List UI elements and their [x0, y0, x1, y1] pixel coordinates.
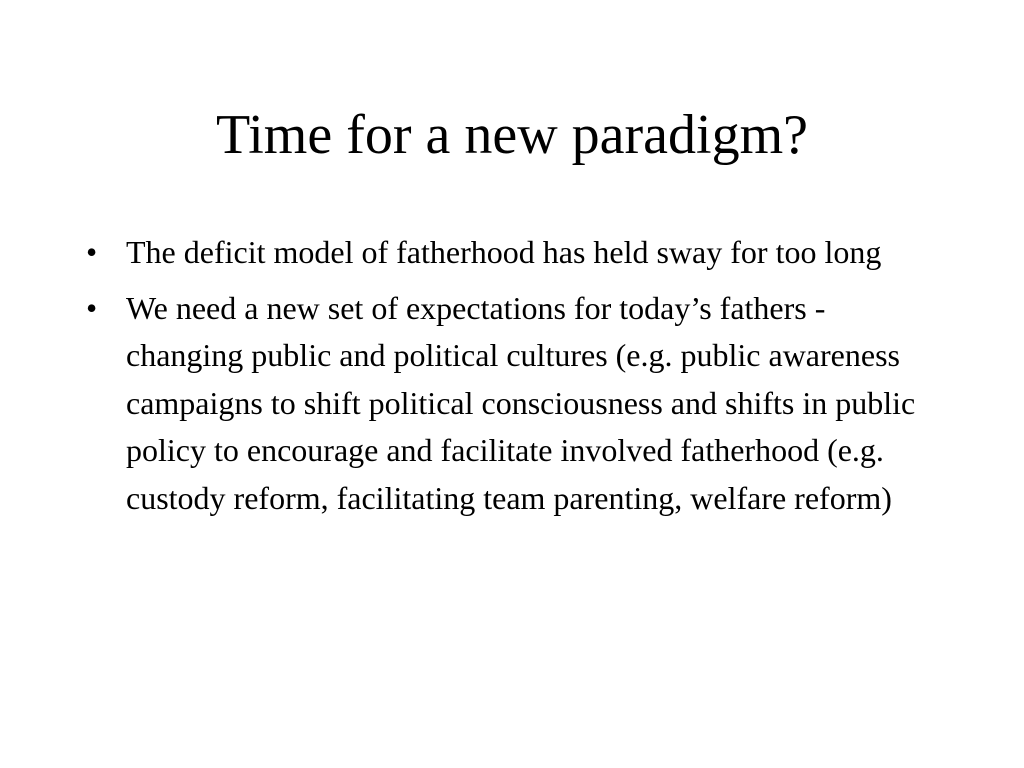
bullet-list	[86, 229, 946, 530]
bullet-marker: •	[86, 234, 98, 270]
bullet-item-new-expectations	[86, 285, 946, 523]
bullet-item-deficit-model	[86, 229, 946, 277]
bullet-text: We need a new set of expectations for today’s fathers - changing public and political cultures (e.g. public awareness campaigns to shift political consciousness and shifts in public policy to encourage and facilitate involved fatherhood (e.g. custody reform, facilitating team parenting, welfare reform)	[126, 289, 916, 516]
slide-title: Time for a new paradigm?	[216, 104, 808, 166]
bullet-text: The deficit model of fatherhood has held sway for too long	[126, 234, 882, 270]
bullet-marker: •	[86, 289, 98, 326]
